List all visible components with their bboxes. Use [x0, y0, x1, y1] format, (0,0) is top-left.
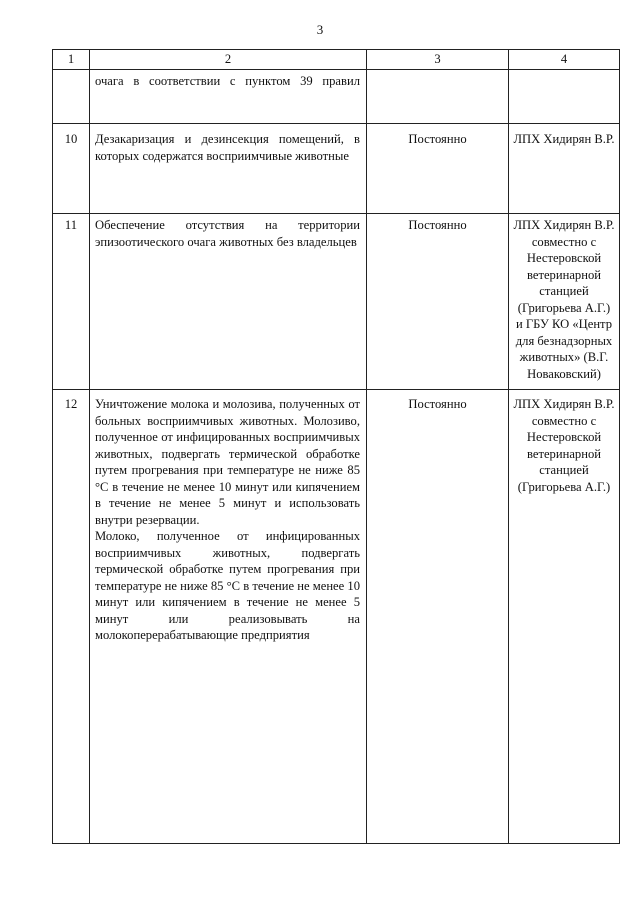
description-paragraph: Молоко, полученное от инфицированных восприимчивых животных, подвергать термической обработке путем прогревания при температуре не ниже 85 °С в течение не менее 10 минут или кипячением в течение не менее 5 минут или реализовывать на молокоперерабатывающие предприятия: [95, 529, 360, 642]
table-row: [53, 390, 620, 844]
header-row: [53, 50, 620, 70]
description-paragraph: Дезакаризация и дезинсекция помещений, в которых содержатся восприимчивые животные: [95, 132, 360, 163]
description-paragraph: очага в соответствии с пунктом 39 правил: [95, 74, 360, 88]
description-paragraph: Обеспечение отсутствия на территории эпизоотического очага животных без владельцев: [95, 218, 360, 249]
measure-responsible: ЛПХ Хидирян В.Р. совместно с Нестеровской ветеринарной станцией (Григорьева А.Г.) и ГБУ КО «Центр для безнадзорных животных» (В.Г. Новаковский): [509, 214, 620, 390]
measure-term: Постоянно: [367, 214, 509, 390]
measure-responsible: [509, 70, 620, 124]
page-number: 3: [316, 22, 324, 37]
table-row: [53, 124, 620, 214]
measure-description: [90, 214, 367, 390]
measure-term: Постоянно: [367, 124, 509, 214]
column-header: 4: [509, 50, 620, 70]
measure-responsible: ЛПХ Хидирян В.Р.: [509, 124, 620, 214]
column-header: 3: [367, 50, 509, 70]
column-header: 2: [90, 50, 367, 70]
column-header: 1: [53, 50, 90, 70]
row-number: 10: [53, 124, 90, 214]
measure-term: [367, 70, 509, 124]
row-number: 12: [53, 390, 90, 844]
measure-description: [90, 124, 367, 214]
description-paragraph: Уничтожение молока и молозива, полученных от больных восприимчивых животных. Молозиво, полученное от инфицированных восприимчивых животных, подвергать термической обработке путем прогревания при температуре не ниже 85 °С в течение не менее 10 минут или кипячением в течение не менее 5 минут и использовать внутри резервации.: [95, 397, 360, 527]
table-row: [53, 70, 620, 124]
measure-description: [90, 390, 367, 844]
measure-term: Постоянно: [367, 390, 509, 844]
measure-description: [90, 70, 367, 124]
measure-responsible: ЛПХ Хидирян В.Р. совместно с Нестеровской ветеринарной станцией (Григорьева А.Г.): [509, 390, 620, 844]
row-number: 11: [53, 214, 90, 390]
row-number: [53, 70, 90, 124]
measures-table: [52, 49, 620, 844]
table-row: [53, 214, 620, 390]
